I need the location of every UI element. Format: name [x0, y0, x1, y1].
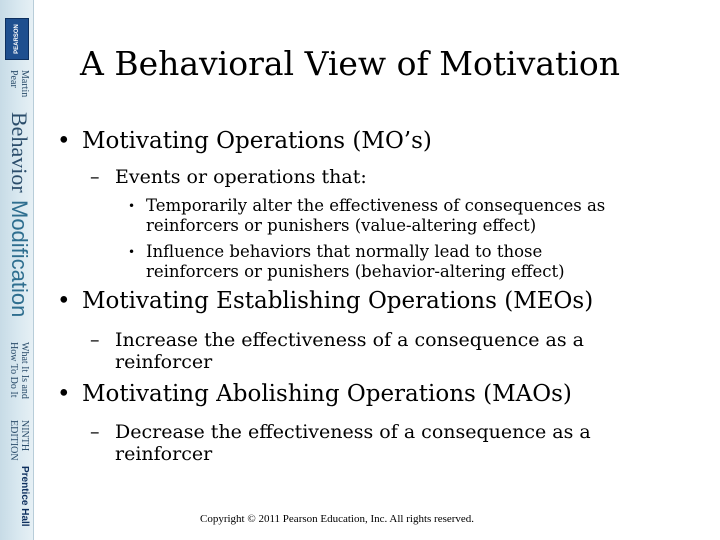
- bullet-marker: •: [128, 245, 136, 259]
- sub-bullet-text: [115, 421, 591, 465]
- copyright-footer: Copyright © 2011 Pearson Education, Inc. All rights reserved.: [200, 513, 475, 525]
- spine-subtitle-line-2: How To Do It: [8, 342, 19, 398]
- bullet-text: Motivating Establishing Operations (MEOs): [82, 288, 594, 314]
- text-line: Temporarily alter the effectiveness of consequences as: [146, 196, 606, 215]
- spine-title-modification-text: Modification: [7, 200, 32, 318]
- sub-sub-bullet-text: [146, 242, 565, 282]
- book-spine-sidebar: [0, 0, 34, 540]
- spine-author-1: Martin: [19, 70, 30, 98]
- bullet-text: Motivating Abolishing Operations (MAOs): [82, 381, 572, 407]
- text-line: reinforcer: [115, 351, 213, 373]
- sub-sub-bullet-text: [146, 196, 605, 236]
- bullet-marker: •: [57, 288, 71, 314]
- bullet-marker: •: [57, 381, 71, 407]
- spine-publisher-text: Prentice Hall: [19, 466, 30, 527]
- sub-bullet-text: [115, 329, 584, 373]
- spine-edition-line-2: EDITION: [8, 420, 19, 461]
- slide-title: A Behavioral View of Motivation: [80, 44, 620, 83]
- text-line: Decrease the effectiveness of a consequence as a: [115, 421, 591, 443]
- spine-author-2: Pear: [8, 70, 19, 88]
- spine-edition-line-1: NINTH: [19, 420, 30, 452]
- publisher-logo-text: PEARSON: [14, 24, 21, 54]
- sub-bullet-text: Events or operations that:: [115, 166, 367, 188]
- text-line: reinforcers or punishers (value-altering effect): [146, 216, 537, 235]
- spine-subtitle-line-1: What It Is and: [19, 342, 30, 399]
- publisher-logo: [5, 18, 29, 60]
- dash-marker: –: [90, 421, 100, 443]
- bullet-marker: •: [128, 199, 136, 213]
- dash-marker: –: [90, 166, 100, 188]
- dash-marker: –: [90, 329, 100, 351]
- spine-title-behavior-text: Behavior: [7, 112, 32, 193]
- bullet-text: Motivating Operations (MO’s): [82, 128, 432, 154]
- text-line: reinforcer: [115, 443, 213, 465]
- text-line: Increase the effectiveness of a consequence as a: [115, 329, 585, 351]
- text-line: Influence behaviors that normally lead to those: [146, 242, 543, 261]
- bullet-marker: •: [57, 128, 71, 154]
- text-line: reinforcers or punishers (behavior-altering effect): [146, 262, 565, 281]
